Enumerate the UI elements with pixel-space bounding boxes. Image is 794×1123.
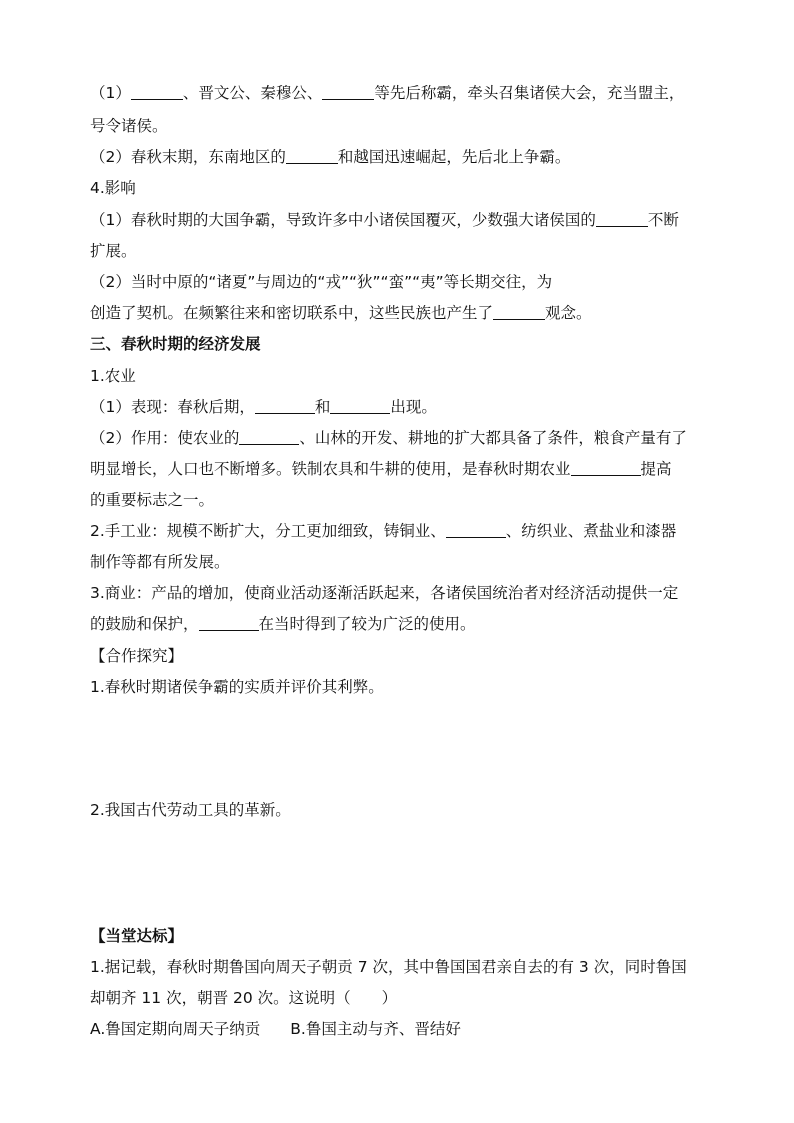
blank-wu-state[interactable]: [286, 148, 338, 164]
crafts-line-1: 2.手工业：规模不断扩大，分工更加细致，铸铜业、 、纺织业、煮盐业和漆器: [90, 522, 677, 540]
commerce-line-2: 的鼓励和保护， 在当时得到了较为广泛的使用。: [90, 615, 476, 633]
agriculture-heading: 1.农业: [90, 367, 136, 385]
blank-hegemon-1[interactable]: [131, 84, 183, 100]
coop-question-2: 2.我国古代劳动工具的革新。: [90, 801, 291, 819]
blank-irrigation[interactable]: [239, 429, 299, 445]
blank-territory[interactable]: [596, 211, 648, 227]
practice-q1-options: [90, 1019, 704, 1039]
practice-q1-line-1: 1.据记载，春秋时期鲁国向周天子朝贡 7 次，其中鲁国国君亲自去的有 3 次，同时鲁国: [90, 958, 687, 976]
hegemons-line-1: （1） 、晋文公、秦穆公、 等先后称霸，牵头召集诸侯大会，充当盟主，: [90, 84, 685, 102]
crafts-line-2: 制作等都有所发展。: [90, 553, 230, 571]
influence-2-line-2: 创造了契机。在频繁往来和密切联系中，这些民族也产生了 观念。: [90, 304, 592, 322]
coop-heading: 【合作探究】: [90, 647, 184, 665]
influence-1-line-2: 扩展。: [90, 242, 137, 260]
late-period-line: （2）春秋末期，东南地区的 和越国迅速崛起，先后北上争霸。: [90, 148, 571, 166]
influence-heading: 4.影响: [90, 179, 136, 197]
practice-heading: 【当堂达标】: [90, 927, 184, 945]
agriculture-1-line: （1）表现：春秋后期， 和 出现。: [90, 398, 437, 416]
blank-currency[interactable]: [199, 615, 259, 631]
practice-q1-line-2: 却朝齐 11 次，朝晋 20 次。这说明（ ）: [90, 989, 398, 1007]
blank-productivity[interactable]: [571, 460, 641, 476]
blank-ironsmelting[interactable]: [446, 522, 506, 538]
blank-iron-tools[interactable]: [255, 398, 315, 414]
hegemons-line-2: 号令诸侯。: [90, 117, 168, 135]
section-3-heading: 三、春秋时期的经济发展: [90, 335, 261, 353]
blank-ox-plow[interactable]: [330, 398, 390, 414]
commerce-line-1: 3.商业：产品的增加，使商业活动逐渐活跃起来，各诸侯国统治者对经济活动提供一定: [90, 584, 679, 602]
influence-1-line-1: （1）春秋时期的大国争霸，导致许多中小诸侯国覆灭，少数强大诸侯国的 不断: [90, 211, 679, 229]
option-b[interactable]: B.鲁国主动与齐、晋结好: [290, 1020, 461, 1038]
blank-hegemon-2[interactable]: [322, 84, 374, 100]
agriculture-2-line-3: 的重要标志之一。: [90, 491, 215, 509]
agriculture-2-line-2: 明显增长，人口也不断增多。铁制农具和牛耕的使用，是春秋时期农业 提高: [90, 460, 672, 478]
agriculture-2-line-1: （2）作用：使农业的 、山林的开发、耕地的扩大都具备了条件，粮食产量有了: [90, 429, 687, 447]
option-a[interactable]: A.鲁国定期向周天子纳贡: [90, 1020, 261, 1038]
influence-2-line-1: （2）当时中原的“诸夏”与周边的“戎”“狄”“蛮”“夷”等长期交往，为: [90, 273, 553, 291]
blank-identity[interactable]: [493, 304, 545, 320]
coop-question-1: 1.春秋时期诸侯争霸的实质并评价其利弊。: [90, 678, 384, 696]
